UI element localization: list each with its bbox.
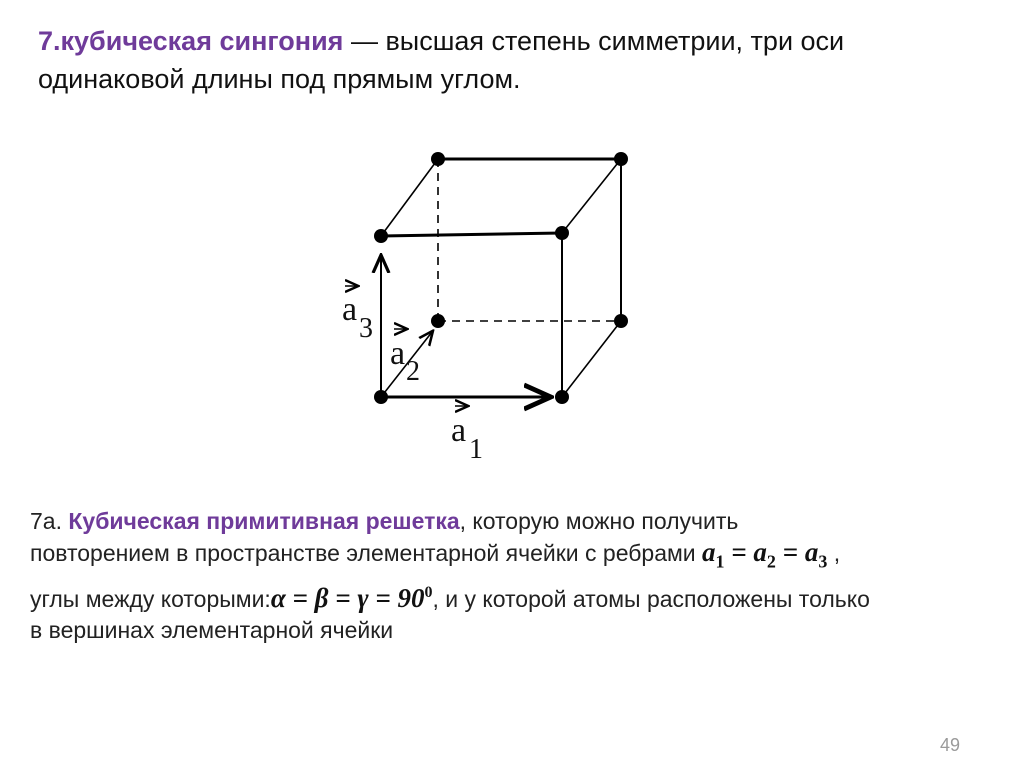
label-a2: a <box>390 335 406 372</box>
label-a2-index: 2 <box>406 356 420 387</box>
vertex-back-bottom-left <box>431 314 445 328</box>
vertex-front-top-left <box>374 229 388 243</box>
para-line1-rest: , которую можно получить <box>459 508 739 534</box>
edge-front-top <box>381 233 562 236</box>
page-number: 49 <box>940 735 961 755</box>
para-line3-rest: , и у которой атомы расположены только <box>432 586 870 613</box>
lattice-description <box>30 506 1024 646</box>
edge-top-right-diag <box>562 159 621 233</box>
para-prefix: 7а. <box>30 508 69 534</box>
para-line-4: в вершинах элементарной ячейки <box>30 617 394 644</box>
para-accent: Кубическая примитивная решетка <box>68 508 460 534</box>
cubic-cell-diagram <box>330 140 650 470</box>
label-a1: a <box>451 412 467 449</box>
formula-angles: $\alpha = \beta = \gamma = 90^0$ <box>270 583 433 614</box>
vertex-back-bottom-right <box>614 314 628 328</box>
para-line2-text: повторением в пространстве элементарной ячейки с ребрами <box>30 540 703 566</box>
para-line2-end: , <box>827 540 841 566</box>
vertex-front-top-right <box>555 226 569 240</box>
para-line3-start: углы между которыми: <box>30 586 271 613</box>
cubic-cell-figure <box>330 140 650 470</box>
formula-edges: $a_1 = a_2 = a_3$ <box>702 537 828 572</box>
vertex-front-bottom-left <box>374 390 388 404</box>
para-line-1 <box>30 506 1024 537</box>
vertex-back-top-right <box>614 152 628 166</box>
heading-accent: 7.кубическая сингония <box>38 26 344 56</box>
edge-top-left-diag <box>381 159 438 236</box>
heading-rest: — высшая степень симметрии, три оси одинаковой длины под прямым углом. <box>38 26 845 94</box>
para-line-3 <box>30 577 1024 615</box>
para-line-2 <box>30 537 1024 577</box>
vertex-back-top-left <box>431 152 445 166</box>
label-a3: a <box>342 291 358 328</box>
edge-bottom-right-diag <box>562 321 621 397</box>
vertex-front-bottom-right <box>555 390 569 404</box>
slide-heading <box>38 22 998 98</box>
label-a3-index: 3 <box>359 313 373 344</box>
label-a1-index: 1 <box>469 434 483 465</box>
